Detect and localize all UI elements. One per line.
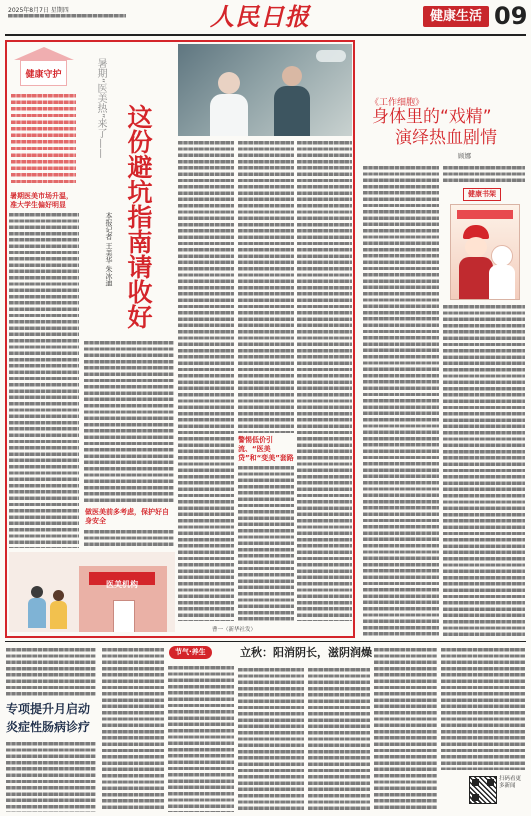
book-title: 《工作细胞》 — [370, 98, 425, 108]
column-label: 健康守护 — [25, 70, 62, 80]
subhead-pitfalls: 警惕低价引流、“医美贷”和“变美”套路 — [238, 436, 294, 462]
book-body-column-f — [363, 166, 439, 638]
cover-character2-body — [489, 265, 515, 299]
qr-caption: 扫码看更多新闻 — [499, 776, 522, 789]
editor-note-text — [11, 94, 76, 186]
body-column-b — [84, 341, 174, 504]
header-rule — [5, 34, 526, 36]
clinic-sign-text: 医美机构 — [106, 580, 138, 589]
figure-student2-body — [50, 601, 67, 629]
solar-term-body-column-3 — [308, 668, 370, 812]
book-review-headline-line1: 身体里的“戏精” — [372, 107, 492, 127]
article-byline: 本报记者 王美华 朱冰迪 — [105, 212, 113, 287]
clinic-sign — [89, 572, 155, 589]
body-column-e — [297, 141, 352, 621]
ibd-body-bottom — [6, 742, 96, 812]
cover-character-face — [465, 237, 487, 257]
header-contact-line — [8, 14, 126, 18]
subhead-market: 暑期医美市场升温，准大学生偏好明显 — [10, 192, 73, 209]
book-review-headline-line2: 演绎热血剧情 — [395, 128, 497, 148]
article-kicker: 暑期“医美热”来了—— — [95, 58, 106, 159]
cover-character2 — [491, 245, 513, 267]
header-date: 2025年8月7日 星期四 — [8, 7, 69, 14]
solar-term-body-column-4 — [374, 648, 437, 812]
article-headline: 这份避坑指南请收好 — [124, 104, 153, 329]
cover-title-band — [457, 210, 513, 219]
qr-code-icon — [469, 776, 497, 804]
book-body-column-g — [443, 305, 525, 638]
body-column-c — [178, 141, 234, 621]
ibd-body-column-2 — [102, 648, 164, 812]
photo-figure-2 — [282, 66, 302, 86]
clinic-door — [113, 600, 135, 632]
figure-student-head — [31, 586, 43, 598]
section-title-badge: 健康生活 — [423, 6, 489, 27]
ibd-headline-line2: 炎症性肠病诊疗 — [6, 720, 91, 734]
photo-figure-2-body — [274, 86, 310, 136]
body-column-d-continued — [238, 466, 294, 621]
ibd-headline-line1: 专项提升月启动 — [6, 702, 91, 716]
article-photo — [178, 44, 352, 136]
photo-figure-1 — [218, 72, 240, 94]
solar-term-body-column-2 — [238, 668, 304, 812]
figure-student-body — [28, 598, 46, 628]
solar-term-headline: 立秋：阳消阴长，滋阴润燥 — [240, 646, 372, 659]
body-column-d — [238, 141, 294, 433]
house-roof-icon — [14, 47, 74, 60]
cover-character-body — [459, 257, 493, 299]
body-column-a — [9, 213, 79, 548]
ibd-body-top — [6, 648, 96, 698]
illustration-credit: 曹一（新华社发） — [212, 627, 257, 633]
page-number: 09 — [494, 2, 528, 30]
house-body — [20, 60, 67, 86]
subhead-precautions: 做医美前多考虑，保护好自身安全 — [85, 508, 169, 525]
bookshelf-label: 健康书架 — [463, 188, 501, 201]
book-review-author: 顾娜 — [458, 152, 471, 160]
photo-lamp — [316, 50, 346, 62]
body-column-b-continued — [84, 530, 174, 548]
figure-student2-head — [53, 590, 64, 601]
solar-term-body-column-1 — [168, 666, 234, 812]
photo-figure-1-body — [210, 94, 248, 136]
book-body-column-g-top — [443, 166, 525, 184]
house-icon — [14, 47, 74, 89]
bottom-right-body-column — [441, 648, 525, 770]
book-cover — [450, 204, 520, 300]
solar-term-label: 节气·养生 — [169, 646, 212, 659]
clinic-illustration — [9, 552, 175, 632]
bottom-section-rule — [5, 641, 526, 642]
masthead-logo: 人民日报 — [210, 2, 310, 31]
